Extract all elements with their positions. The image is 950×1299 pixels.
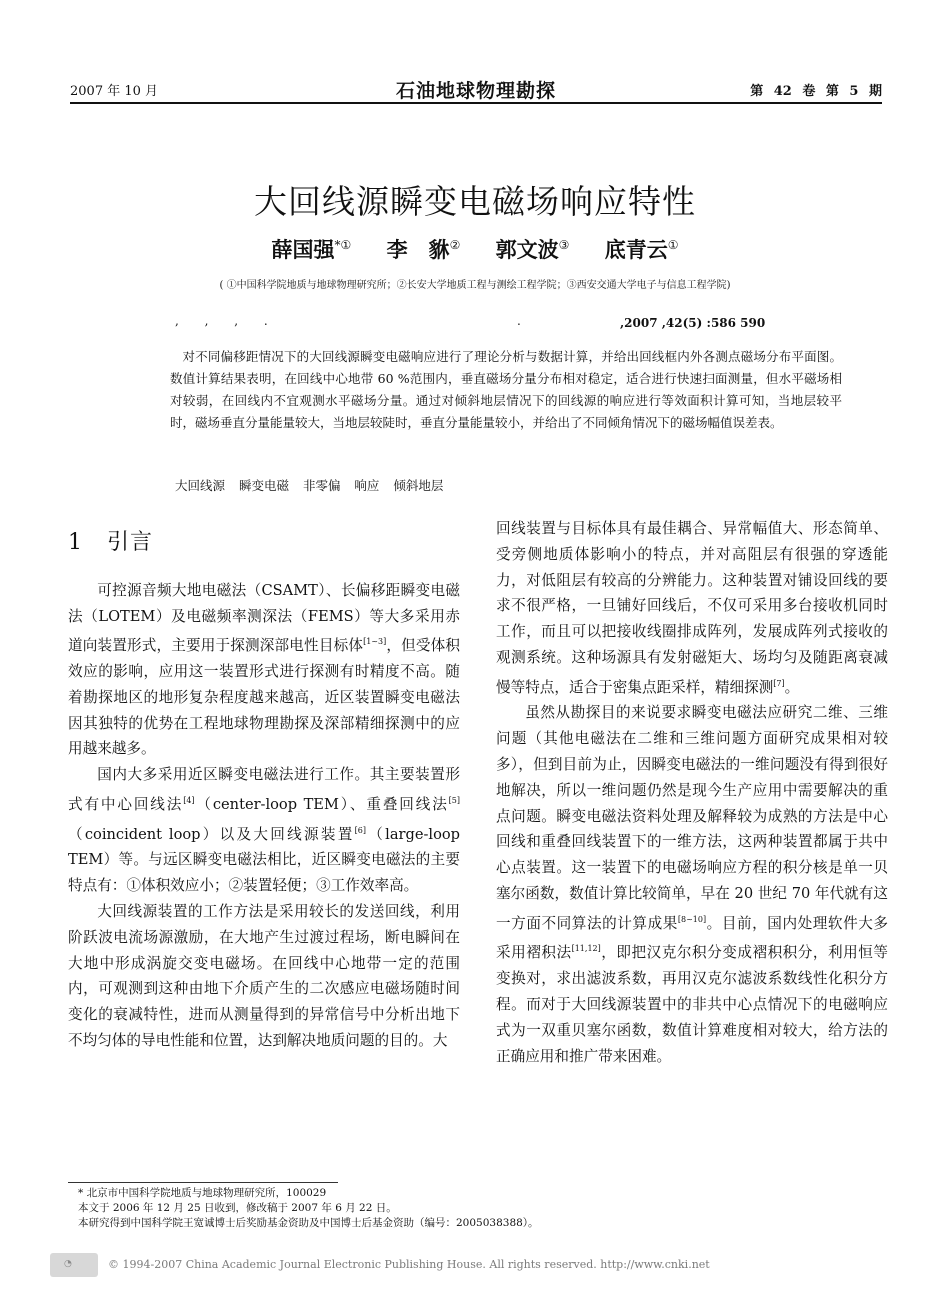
paragraph: 国内大多采用近区瞬变电磁法进行工作。其主要装置形式有中心回线法[4]（center-loop TEM）、重叠回线法[5]（coincident loop）以及大回线源装置[6]（large-loop TEM）等。与远区瞬变电磁法相比，近区瞬变电磁法的主要特点有：①体积效应小；②装置轻便；③工作效率高。 — [68, 766, 460, 895]
citation-ref: [5] — [448, 796, 460, 806]
running-header — [70, 80, 882, 104]
body-column-right — [496, 516, 888, 1069]
section-number: 1 — [68, 530, 83, 555]
section-title: 引言 — [107, 530, 154, 555]
author: 底青云① — [604, 237, 679, 262]
citation-placeholder-left: , , , . — [175, 314, 268, 328]
footnote-divider — [68, 1182, 338, 1183]
footnote-line: 本研究得到中国科学院王宽诚博士后奖励基金资助及中国博士后基金资助（编号：2005038388）。 — [78, 1217, 539, 1229]
citation-ref: [4] — [183, 796, 195, 806]
copyright-notice: © 1994-2007 China Academic Journal Electronic Publishing House. All rights reserved. http://www.cnki.net — [108, 1258, 710, 1271]
citation-placeholder-mid: . — [517, 314, 521, 328]
publisher-logo-icon: ◔ — [50, 1253, 98, 1277]
header-date: 2007 年 10 月 — [70, 84, 159, 99]
paragraph: 回线装置与目标体具有最佳耦合、异常幅值大、形态简单、受旁侧地质体影响小的特点，并对高阻层有很强的穿透能力，对低阻层有较高的分辨能力。这种装置对铺设回线的要求不很严格，一旦铺好回线后，不仅可采用多台接收机同时工作，而且可以把接收线圈排成阵列，发展成阵列式接收的观测系统。这种场源具有发射磁矩大、场均匀及随距离衰减慢等特点，适合于密集点距采样，精细探测[7]。 — [496, 520, 888, 696]
page-footer — [50, 1253, 900, 1277]
keywords: 大回线源 瞬变电磁 非零偏 响应 倾斜地层 — [175, 478, 444, 493]
citation-info: ,2007 ,42(5) :586 590 — [620, 316, 766, 330]
header-volume-issue: 第 42 卷 第 5 期 — [750, 84, 882, 99]
author: 薛国强*① — [271, 237, 352, 262]
author: 李 貅② — [386, 237, 461, 262]
paragraph: 大回线源装置的工作方法是采用较长的发送回线，利用阶跃波电流场源激励，在大地产生过渡过程场，断电瞬间在大地中形成涡旋交变电磁场。在回线中心地带一定的范围内，可观测到这种由地下介质产生的二次感应电磁场随时间变化的衰减特性，进而从测量得到的异常信号中分析出地下不均匀体的导电性能和位置，达到解决地质问题的目的。大 — [68, 902, 460, 1049]
abstract: 对不同偏移距情况下的大回线源瞬变电磁响应进行了理论分析与数据计算，并给出回线框内外各测点磁场分布平面图。数值计算结果表明，在回线中心地带 60 %范围内，垂直磁场分量分布相对稳定，适合进行快速扫面测量，但水平磁场相对较弱，在回线内不宜观测水平磁场分量。通过对倾斜地层情况下的回线源的响应进行等效面积计算可知，当地层较平时，磁场垂直分量能量较大，当地层较陡时，垂直分量能量较小，并给出了不同倾角情况下的磁场幅值误差表。 — [170, 349, 842, 430]
paragraph: 可控源音频大地电磁法（CSAMT）、长偏移距瞬变电磁法（LOTEM）及电磁频率测深法（FEMS）等大多采用赤道向装置形式，主要用于探测深部电性目标体[1~3]，但受体积效应的影响，应用这一装置形式进行探测有时精度不高。随着勘探地区的地形复杂程度越来越高，近区装置瞬变电磁法因其独特的优势在工程地球物理勘探及深部精细探测中的应用越来越多。 — [68, 581, 460, 758]
section-heading — [68, 530, 460, 556]
citation-ref: [7] — [773, 678, 785, 688]
body-column-left — [68, 516, 460, 1054]
author-list — [0, 234, 950, 264]
footnote-line: * 北京市中国科学院地质与地球物理研究所，100029 — [78, 1187, 327, 1199]
citation-ref: [6] — [354, 825, 366, 835]
paragraph: 虽然从勘探目的来说要求瞬变电磁法应研究二维、三维问题（其他电磁法在二维和三维问题方面研究成果相对较多），但到目前为止，因瞬变电磁法的一维问题没有得到很好地解决，所以一维问题仍然是现今生产应用中需要解决的重点问题。瞬变电磁法资料处理及解释较为成熟的方法是中心回线和重叠回线装置下的一维方法，这两种装置都属于共中心点装置。这一装置下的电磁场响应方程的积分核是单一贝塞尔函数，数值计算比较简单，早在 20 世纪 70 年代就有这一方面不同算法的计算成果[8~10]。目前，国内处理软件大多采用褶积法[11,12]，即把汉克尔积分变成褶积积分，利用恒等变换对，求出滤波系数，再用汉克尔滤波系数线性化积分方程。而对于大回线源装置中的非共中心点情况下的电磁响应式为一双重贝塞尔函数，数值计算难度相对较大，给方法的正确应用和推广带来困难。 — [496, 704, 888, 1065]
paper-title: 大回线源瞬变电磁场响应特性 — [254, 182, 696, 221]
header-journal-name: 石油地球物理勘探 — [395, 80, 556, 102]
footnotes — [78, 1186, 539, 1231]
footnote-line: 本文于 2006 年 12 月 25 日收到，修改稿于 2007 年 6 月 22 日。 — [78, 1202, 397, 1214]
citation-ref: [1~3] — [363, 637, 387, 647]
citation-ref: [11,12] — [571, 944, 601, 954]
affiliations: ( ①中国科学院地质与地球物理研究所；②长安大学地质工程与测绘工程学院；③西安交通大学电子与信息工程学院) — [219, 280, 731, 291]
citation-ref: [8~10] — [677, 914, 707, 924]
author: 郭文波③ — [495, 237, 570, 262]
